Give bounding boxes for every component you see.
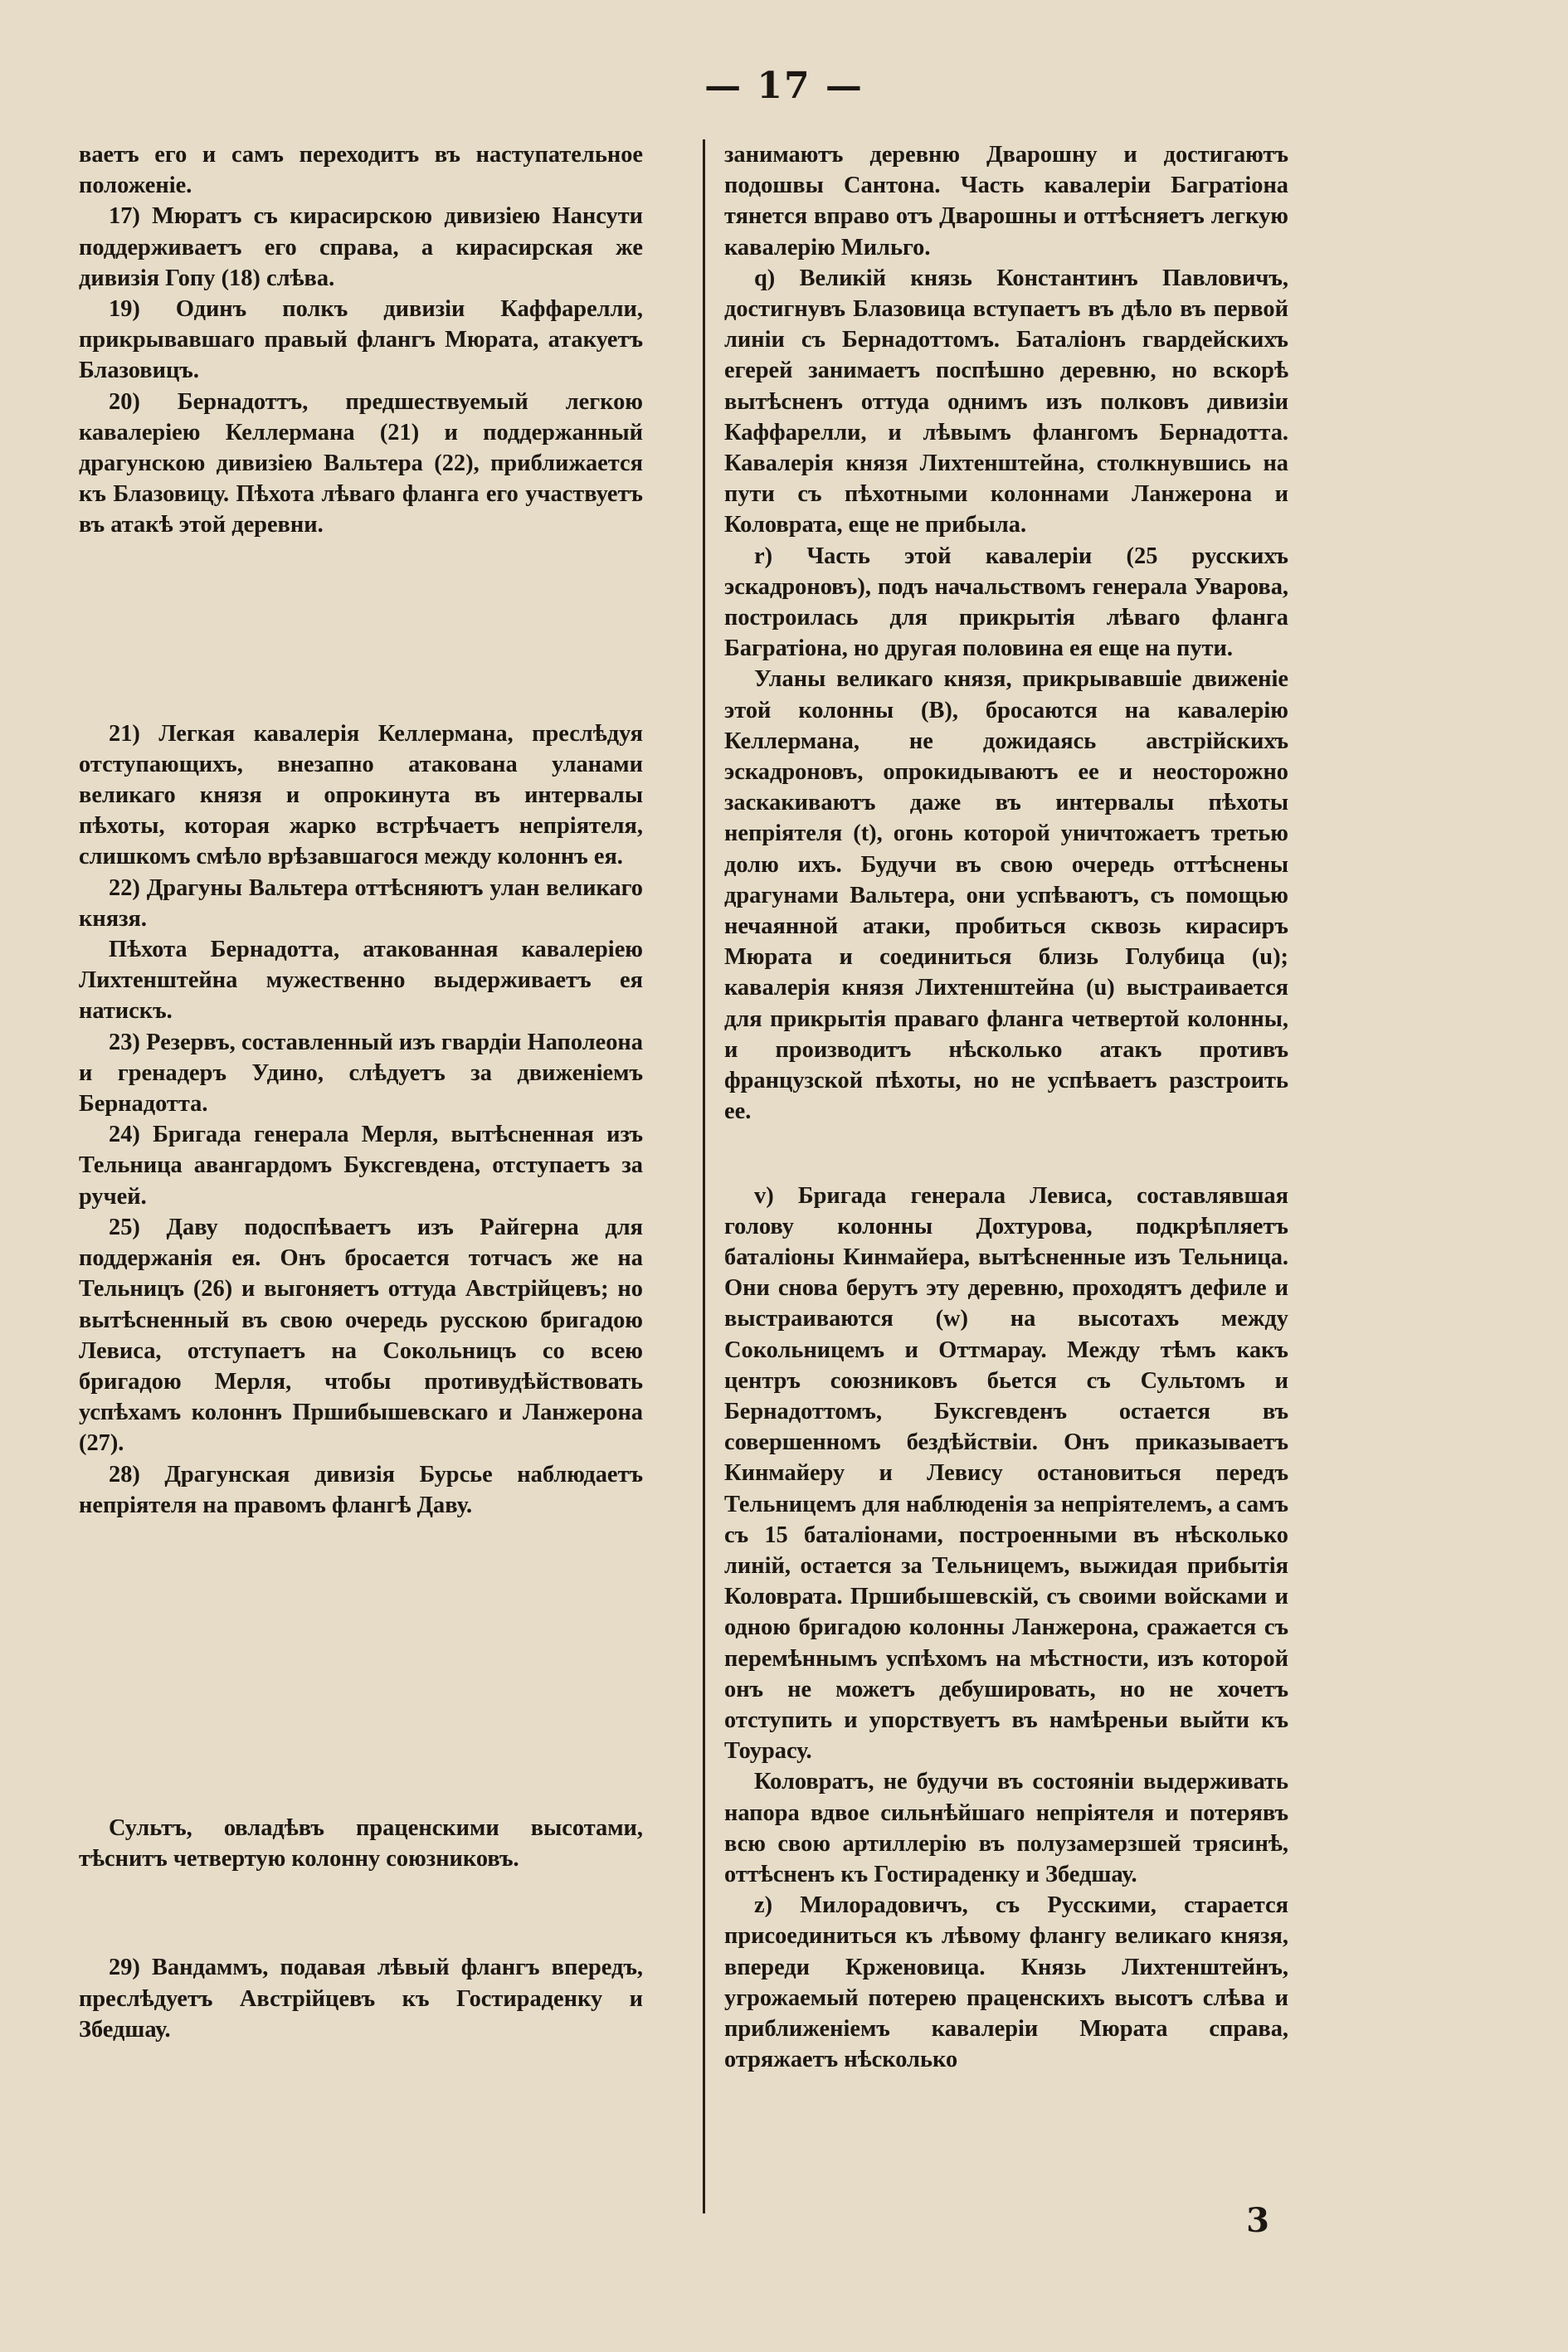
right-column — [724, 139, 1288, 2075]
paragraph: 25) Даву подоспѣваетъ изъ Райгерна для поддержанія ея. Онъ бросается тотчасъ же на Тельницъ (26) и выгоняетъ оттуда Австрійцевъ; но вытѣсненный въ свою очередь русскою бригадою Левиса, отступаетъ на Сокольницъ со всею бригадою Мерля, чтобы противудѣйствовать успѣхамъ колоннъ Пршибышевскаго и Ланжерона (27). — [79, 1214, 643, 1457]
paragraph: 29) Вандаммъ, подавая лѣвый флангъ впередъ, преслѣдуетъ Австрійцевъ къ Гостираденку и Збедшау. — [79, 1955, 643, 2043]
paragraph: 23) Резервъ, составленный изъ гвардіи Наполеона и гренадеръ Удино, слѣдуетъ за движеніемъ Бернадотта. — [79, 1029, 643, 1118]
column-divider — [703, 139, 705, 2213]
paragraph: 28) Драгунская дивизія Бурсье наблюдаетъ непріятеля на правомъ флангѣ Даву. — [79, 1461, 643, 1518]
paragraph: занимаютъ деревню Дварошну и достигаютъ подошвы Сантона. Часть кавалеріи Багратіона тянется вправо отъ Дварошны и оттѣсняетъ легкую кавалерію Мильго. — [724, 142, 1288, 261]
spacer — [79, 541, 643, 718]
paragraph: Коловратъ, не будучи въ состояніи выдерживать напора вдвое сильнѣйшаго непріятеля и потерявъ всю свою артиллерію въ полузамерзшей трясинѣ, оттѣсненъ къ Гостираденку и Збедшау. — [724, 1769, 1288, 1887]
spacer — [724, 1127, 1288, 1181]
page-number: — 17 — — [704, 65, 864, 107]
paragraph: Уланы великаго князя, прикрывавшіе движеніе этой колонны (В), бросаются на кавалерію Келлермана, не дожидаясь австрійскихъ эскадроновъ, опрокидываютъ ее и неосторожно заскакиваютъ даже въ интервалы пѣхоты непріятеля (t), огонь которой уничтожаетъ третью долю ихъ. Будучи въ свою очередь оттѣснены драгунами Вальтера, они успѣваютъ, съ помощью нечаянной атаки, пробиться сквозь кирасиръ Мюрата и соединиться близь Голубица (u); кавалерія князя Лихтенштейна (u) выстраивается для прикрытія праваго фланга четвертой колонны, и производитъ нѣсколько атакъ противъ французской пѣхоты, но не успѣваетъ разстроить ее. — [724, 666, 1288, 1125]
left-column — [79, 139, 643, 2045]
paragraph: 22) Драгуны Вальтера оттѣсняютъ улан великаго князя. — [79, 874, 643, 932]
paragraph: q) Великій князь Константинъ Павловичъ, достигнувъ Блазовица вступаетъ въ дѣло въ первой линіи съ Бернадоттомъ. Баталіонъ гвардейскихъ егерей занимаетъ поспѣшно деревню, но вскорѣ вытѣсненъ оттуда однимъ изъ полковъ дивизіи Каффарелли, и лѣвымъ флангомъ Бернадотта. Кавалерія князя Лихтенштейна, столкнувшись на пути съ пѣхотными колоннами Ланжерона и Коловрата, еще не прибыла. — [724, 265, 1288, 538]
paragraph: Сультъ, овладѣвъ праценскими высотами, тѣснитъ четвертую колонну союзниковъ. — [79, 1814, 643, 1872]
paragraph: 19) Одинъ полкъ дивизіи Каффарелли, прикрывавшаго правый флангъ Мюрата, атакуетъ Блазовицъ. — [79, 296, 643, 384]
spacer — [79, 1521, 643, 1813]
paragraph: z) Милорадовичъ, съ Русскими, старается присоединиться къ лѣвому флангу великаго князя, впереди Крженовица. Князь Лихтенштейнъ, угрожаемый потерею праценскихъ высотъ слѣва и приближеніемъ кавалеріи Мюрата справа, отряжаетъ нѣсколько — [724, 1892, 1288, 2073]
paragraph: Пѣхота Бернадотта, атакованная кавалеріею Лихтенштейна мужественно выдерживаетъ ея натискъ. — [79, 937, 643, 1025]
paragraph: 24) Бригада генерала Мерля, вытѣсненная изъ Тельница авангардомъ Буксгевдена, отступаетъ за ручей. — [79, 1122, 643, 1210]
paragraph: r) Часть этой кавалеріи (25 русскихъ эскадроновъ), подъ начальствомъ генерала Уварова, построилась для прикрытія лѣваго фланга Багратіона, но другая половина ея еще на пути. — [724, 543, 1288, 662]
signature-mark: 3 — [1246, 2201, 1269, 2240]
paragraph: 20) Бернадоттъ, предшествуемый легкою кавалеріею Келлермана (21) и поддержанный драгунскою дивизіею Вальтера (22), приближается къ Блазовицу. Пѣхота лѣваго фланга его участвуетъ въ атакѣ этой деревни. — [79, 388, 643, 538]
paragraph: ваетъ его и самъ переходитъ въ наступательное положеніе. — [79, 142, 643, 199]
paragraph: 17) Мюратъ съ кирасирскою дивизіею Нансути поддерживаетъ его справа, а кирасирская же дивизія Гопу (18) слѣва. — [79, 203, 643, 291]
paragraph: v) Бригада генерала Левиса, составлявшая голову колонны Дохтурова, подкрѣпляетъ баталіоны Кинмайера, вытѣсненные изъ Тельница. Они снова берутъ эту деревню, проходятъ дефиле и выстраиваются (w) на высотахъ между Сокольницемъ и Оттмарау. Между тѣмъ какъ центръ союзниковъ бьется съ Сультомъ и Бернадоттомъ, Буксгевденъ остается въ совершенномъ бездѣйствіи. Онъ приказываетъ Кинмайеру и Левису остановиться передъ Тельницемъ для наблюденія за непріятелемъ, а самъ съ 15 баталіонами, построенными въ нѣсколько линій, остается за Тельницемъ, выжидая прибытія Коловрата. Пршибышевскій, съ своими войсками и одною бригадою колонны Ланжерона, сражается съ перемѣннымъ успѣхомъ на мѣстности, изъ которой онъ не можетъ дебушировать, но не хочетъ отступить и упорствуетъ въ намѣреньи выйти къ Тоурасу. — [724, 1182, 1288, 1765]
spacer — [79, 1874, 643, 1952]
paragraph: 21) Легкая кавалерія Келлермана, преслѣдуя отступающихъ, внезапно атакована уланами великаго князя и опрокинута въ интервалы пѣхоты, которая жарко встрѣчаетъ непріятеля, слишкомъ смѣло врѣзавшагося между колоннъ ея. — [79, 720, 643, 870]
